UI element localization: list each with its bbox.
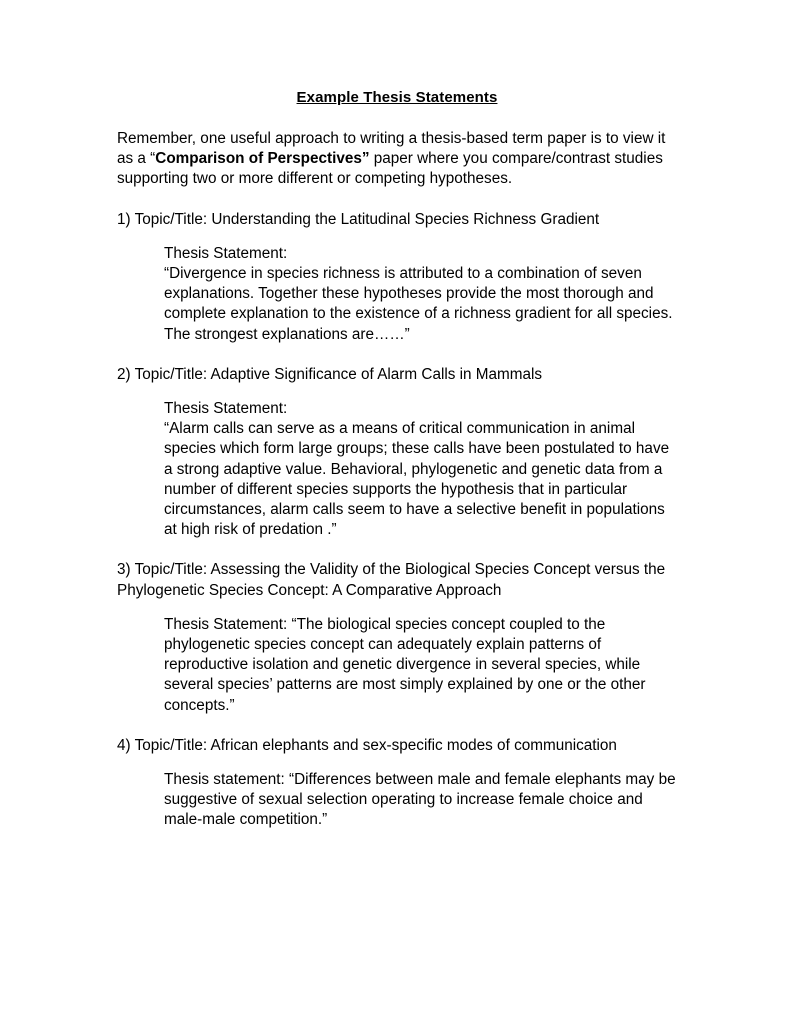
thesis-section-1 [117,210,677,345]
thesis-block-3 [117,615,677,716]
document-body [117,88,677,851]
intro-paragraph [117,129,677,190]
topic-title-3: 3) Topic/Title: Assessing the Validity of the Biological Species Concept versus the Phylogenetic Species Concept: A Comparative Approach [117,561,666,599]
thesis-text-4: “Differences between male and female elephants may be suggestive of sexual selection operating to increase female choice and male-male competition.” [164,771,676,829]
thesis-text-1: “Divergence in species richness is attributed to a combination of seven explanations. Together these hypotheses provide the most thorough and complete explanation to the existence of a richness gradient for all species. The strongest explanations are……” [164,265,673,343]
thesis-section-4 [117,736,677,831]
thesis-block-4 [117,770,677,831]
thesis-section-3 [117,560,677,715]
intro-text-part-2: paper where you compare/contrast studies supporting two or more different or competing hypotheses. [117,150,663,188]
topic-title-2: 2) Topic/Title: Adaptive Significance of Alarm Calls in Mammals [117,365,543,383]
thesis-block-1 [117,244,677,345]
topic-title-4: 4) Topic/Title: African elephants and sex-specific modes of communication [117,736,617,754]
thesis-label-2: Thesis Statement: [164,400,288,418]
intro-bold-phrase: Comparison of Perspectives” [155,150,370,168]
thesis-text-2: “Alarm calls can serve as a means of critical communication in animal species which form large groups; these calls have been postulated to have a strong adaptive value. Behavioral, phylogenetic and genetic data from a number of different species supports the hypothesis that in particular circumstances, alarm calls seem to have a selective benefit in populations at high risk of predation .” [164,420,670,539]
thesis-label-3: Thesis Statement: [164,615,292,633]
thesis-text-3: “The biological species concept coupled to the phylogenetic species concept can adequately explain patterns of reproductive isolation and genetic divergence in several species, while several species’ patterns are most simply explained by one or the other concepts.” [164,615,646,714]
thesis-block-2 [117,399,677,540]
intro-text-part-1: Remember, one useful approach to writing a thesis-based term paper is to view it as a “ [117,130,666,168]
page-title: Example Thesis Statements [296,89,498,106]
thesis-section-2 [117,365,677,541]
topic-title-1: 1) Topic/Title: Understanding the Latitudinal Species Richness Gradient [117,210,600,228]
thesis-label-1: Thesis Statement: [164,244,288,262]
thesis-label-4: Thesis statement: [164,771,289,789]
